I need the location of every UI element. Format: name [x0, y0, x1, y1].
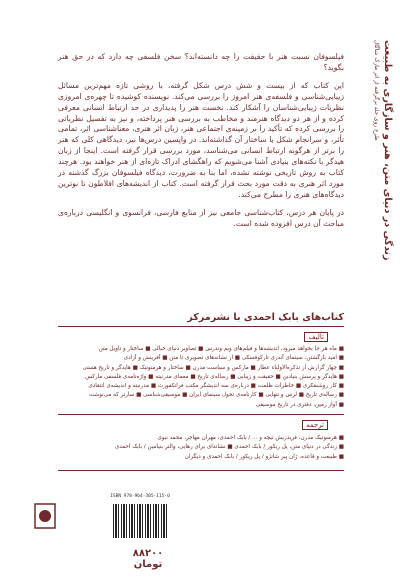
translated-list: [58, 434, 344, 462]
books-list-title: کتاب‌های بابک احمدی با نشرمرکز: [187, 312, 344, 323]
list-item: ■ هایدگر و پرسش بنیادین ■ حقیقت و زیبایی ■ رساله‌ی تاریخ ■ معمای مدرنیته ■ واژه‌نامه‌ی فلسفی مارکس: [85, 373, 344, 380]
blurb-paragraph-end: در پایان هر درس، کتاب‌شناسی جامعی نیز از منابع فارسی، فرانسوی و انگلیسی درباره‌ی مباحث آن درس افزوده شده است.: [58, 207, 344, 228]
translated-label: ترجمه: [302, 420, 328, 430]
isbn-number: ISBN 978-964-305-115-0: [110, 494, 170, 499]
spine-subtitle: طرح روی جلد برگرفته از اثر مارک شاگال: [373, 40, 379, 141]
blurb-paragraph-main: این کتاب که از بیست و شش درس شکل گرفته، با روشی تازه مهم‌ترین مسائل زیبایی‌شناسی و فلسفه‌ی هنر امروز را بررسی می‌کند. نویسنده کوشیده تا چهره‌ی امروزی نظریات زیبایی‌شناسان را آشکار کند. نخست هنر را پدیداری در حد ارتباط انسانی معرفی کرده و از هر دو دیدگاه هنرمند و مخاطب به بررسی هنر پرداخته، و نیز به تفصیل نظریاتی را بررسی کرده که تأکید را بر زمینه‌ی اجتماعی هنر، زبان اثر هنری، معناشناسی اثر، تمامی تأثر، و سرانجام شکل یا ساختار آن گذاشته‌اند. در واپسین درس‌ها نیز، دیدگاهی کلی که هنر را برتر از هرگونه ارتباط انسانی می‌شناسد، مورد بررسی قرار گرفته است. اینجا از زبان هیدگر با نکته‌های بنیادی آشنا می‌شویم که راهگشای ادراک تازه‌ای از هنر خواهند بود. هرچند کتاب به روش تاریخی نوشته نشده، اما بنا به ضرورت، دیدگاه فیلسوفان بزرگ گذشته در مورد اثر هنری به دقت مورد بحث قرار گرفته است. کتاب از اندیشه‌های افلاطون تا نوترین دیدگاه‌های هنری را مطرح می‌کند.: [58, 80, 344, 199]
divider-middle: [58, 414, 344, 415]
list-item: ■ امید بازگشتن، سینمای آندری تارکوفسکی ■ از نشانه‌های تصویری تا متن ■ آفرینش و آزادی: [123, 355, 344, 362]
list-item: ■ هرمنوتیک مدرن، فریدریش نیچه و ... / بابک احمدی، مهران مهاجر، محمد نبوی: [157, 435, 344, 441]
divider-bottom: [58, 470, 344, 471]
list-item: ■ کار روشنفکری ■ خاطرات ظلمت ■ درباره‌ی سه اندیشگر مکتب فرانکفورت ■ مدرنیته و اندیشه‌ی انتقادی: [88, 383, 344, 390]
barcode-icon: [112, 503, 168, 539]
list-item: ■ زندگی در دنیای متن، پل ریکور / بابک احمدی ■ نشانه‌ای برای رهایی، والتر بنیامین / بابک احمدی: [114, 444, 344, 451]
list-item: ■ رساله‌ی تاریخ ■ لرس و تنهایی ■ کارنامه‌ی تحول سینمای ایران ■ موسیقی‌شناسی ■ سارتر که می‌نوشت: [89, 392, 344, 399]
divider-top: [58, 326, 344, 327]
price-label: ۸۸۲۰۰ تومان: [132, 548, 164, 570]
authored-label: تألیف: [304, 332, 328, 342]
spine-title: زندگی در دنیای متن، هنر و سازگاری به طبیعت: [382, 40, 393, 261]
spine: [373, 40, 396, 560]
list-item: ■ ماه هر جا بخواهد میرود، اندیشه‌ها و فیلم‌های ویم وندرس ■ تصاویر دنیای خیالی ■ ساختار و تأویل متن: [98, 346, 344, 352]
list-item: ■ آواز زمین، دفتری در تاریخ موسیقی: [255, 401, 344, 408]
authored-list: [58, 345, 344, 410]
blurb-question: فیلسوفان نسبت هنر با حقیقت را چه دانسته‌اند؟ سخن فلسفی چه دارد که در حق هنر بگوید؟: [58, 52, 344, 72]
blurb: [58, 52, 344, 237]
publisher-logo-icon: [34, 503, 56, 529]
list-item: ■ طبیعت و قاعده، ژان پیر شانژو / پل ریکور / بابک احمدی و دیگران: [184, 453, 344, 460]
list-item: ■ چهار گزارش از تذکره‌الاولیاء عطار ■ مارکس و سیاست مدرن ■ ساختار و هرمنوتیک ■ هایدگر و تاریخ هستی: [82, 364, 344, 371]
